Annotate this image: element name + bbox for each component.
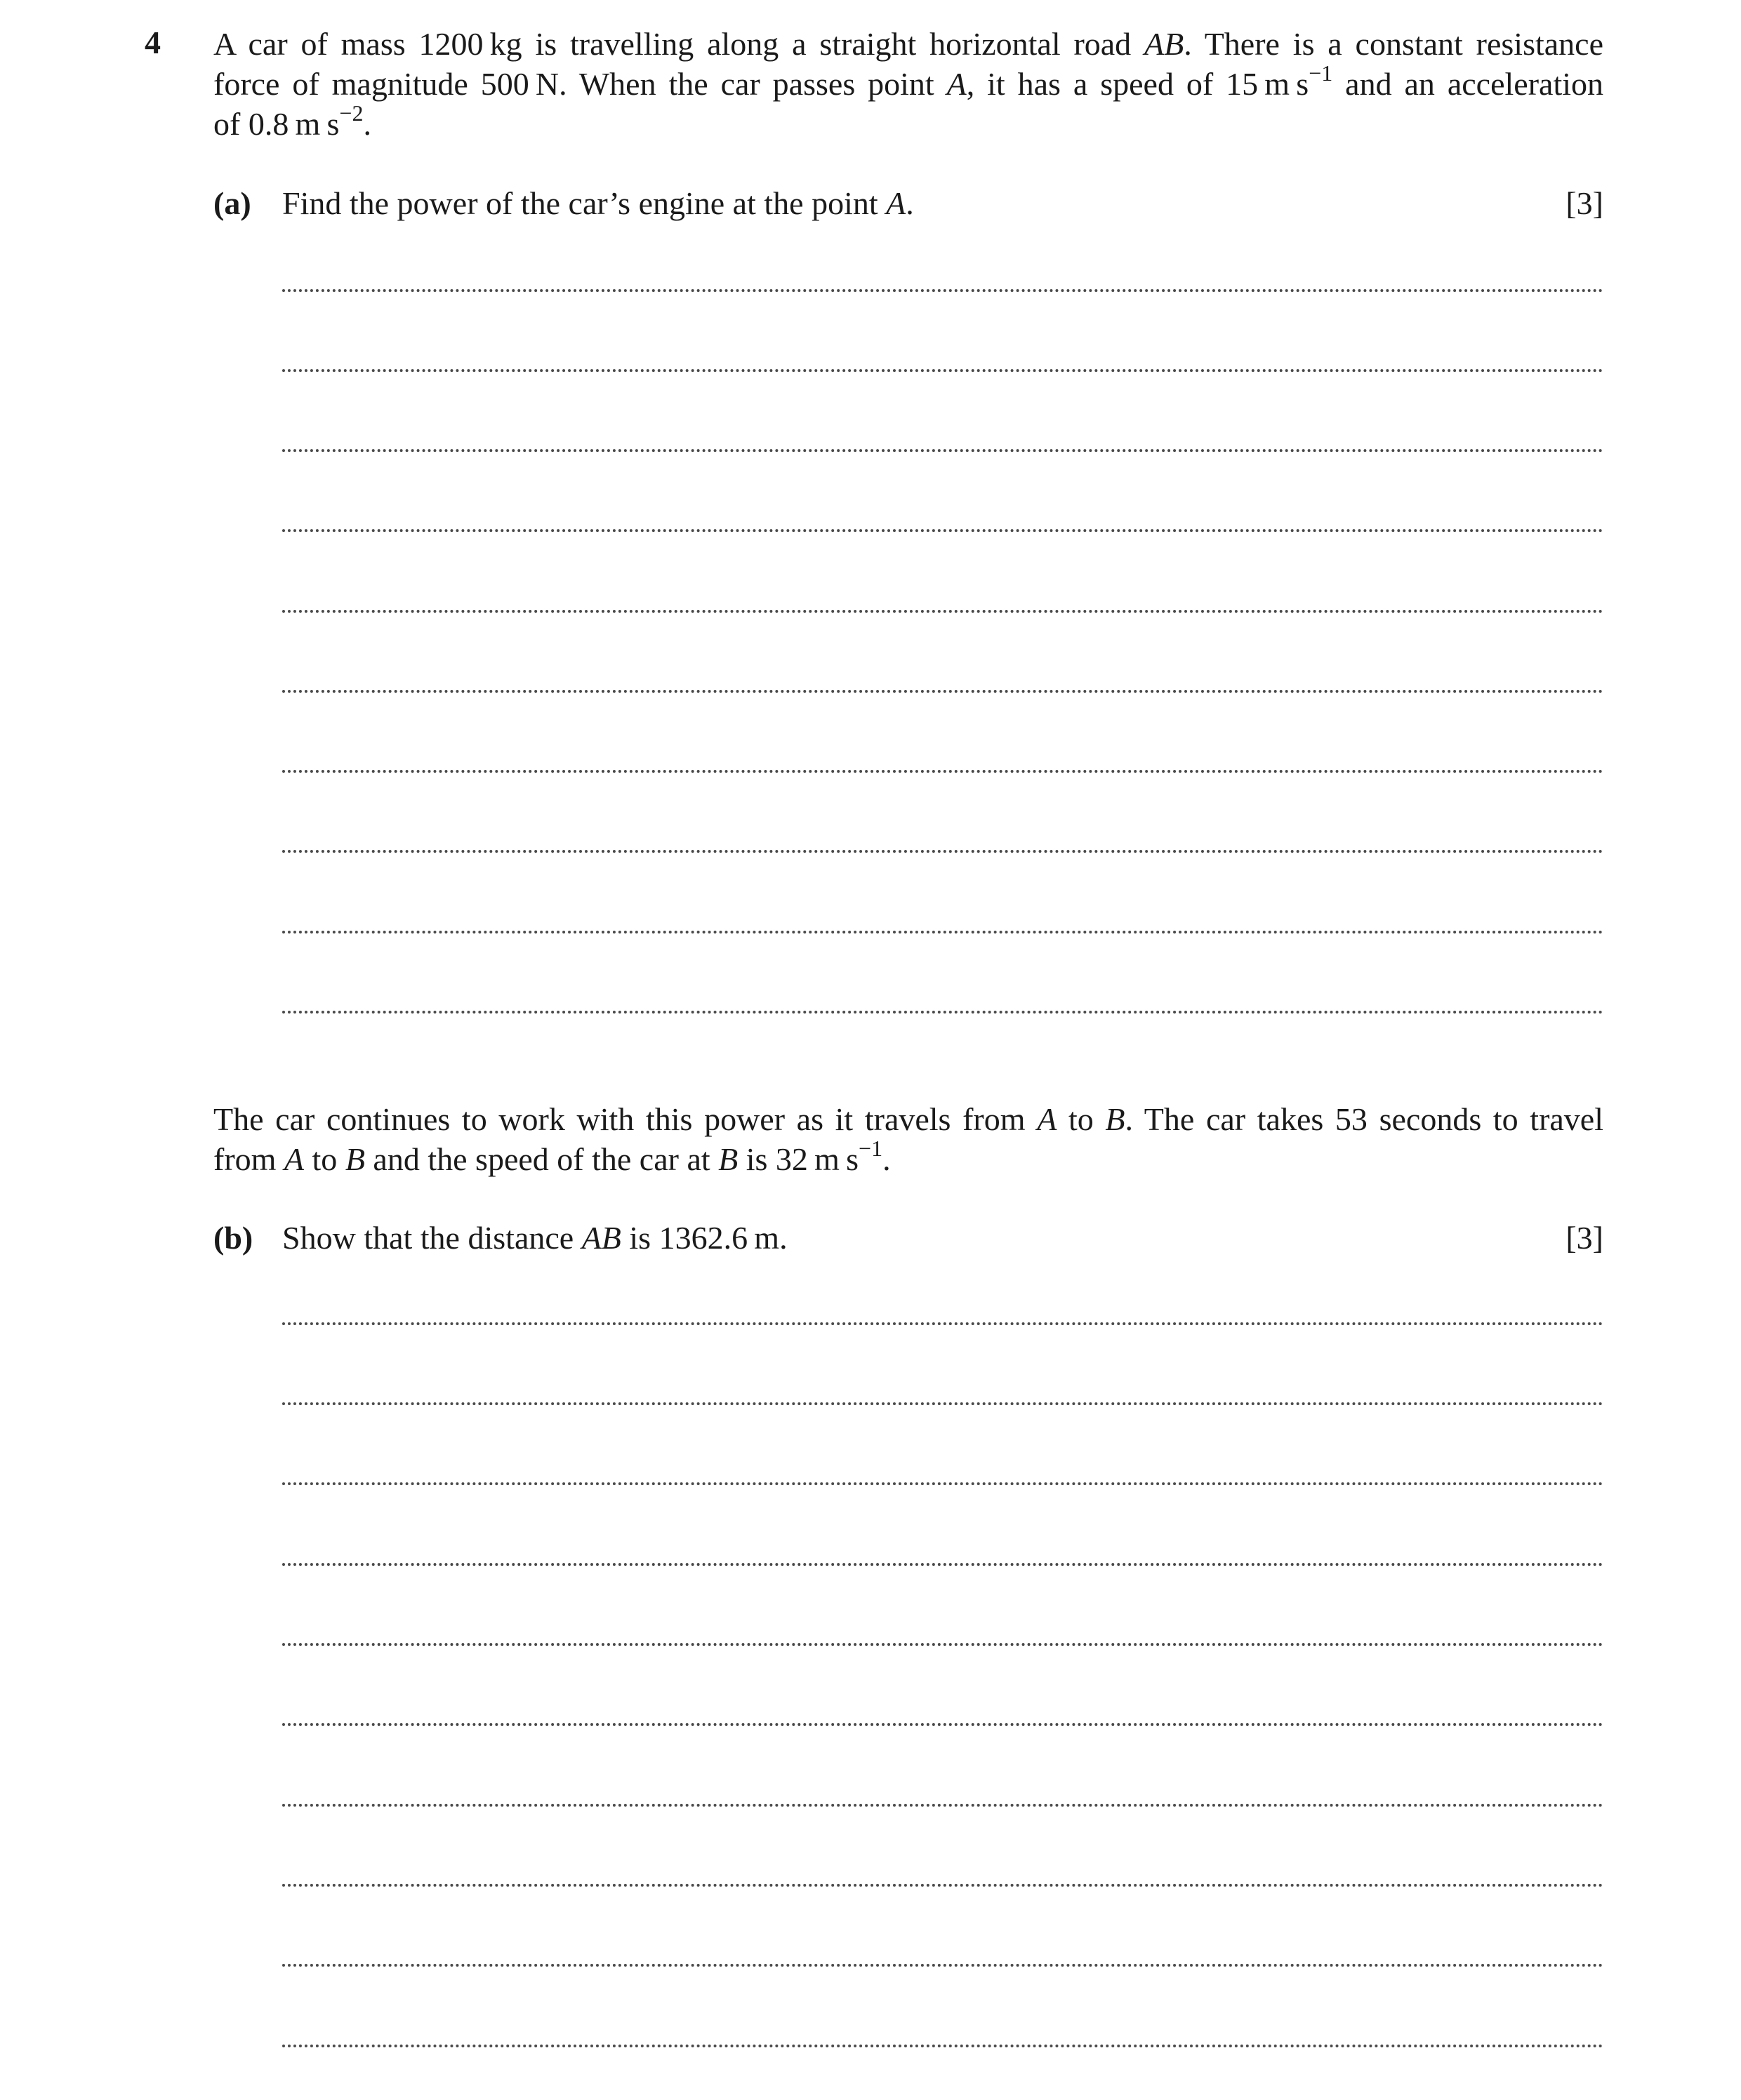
- part-a-text: Find the power of the car’s engine at the point A.: [282, 185, 914, 221]
- answer-line[interactable]: [282, 690, 1603, 693]
- answer-line[interactable]: [282, 449, 1603, 452]
- answer-line[interactable]: [282, 289, 1603, 292]
- answer-line[interactable]: [282, 931, 1603, 933]
- continuation-line-2: from A to B and the speed of the car at B is 32 m $s^{-1}$.: [213, 1136, 891, 1177]
- part-b-label: (b): [213, 1220, 253, 1256]
- question-intro: [213, 24, 1603, 144]
- answer-line[interactable]: [282, 369, 1603, 372]
- answer-line[interactable]: [282, 1482, 1603, 1485]
- question-continuation: [213, 1099, 1603, 1179]
- answer-line[interactable]: [282, 770, 1603, 773]
- part-b-text: Show that the distance AB is 1362.6 m.: [282, 1220, 788, 1256]
- answer-line[interactable]: [282, 1964, 1603, 1967]
- answer-line[interactable]: [282, 1643, 1603, 1646]
- answer-line[interactable]: [282, 610, 1603, 613]
- answer-line[interactable]: [282, 1011, 1603, 1014]
- answer-line[interactable]: [282, 529, 1603, 532]
- part-a-marks: [3]: [1565, 185, 1603, 221]
- part-a-label: (a): [213, 185, 251, 221]
- answer-line[interactable]: [282, 1723, 1603, 1726]
- continuation-line-1: The car continues to work with this power as it travels from A to B. The car takes 53 seconds to travel: [213, 1101, 1604, 1137]
- answer-line[interactable]: [282, 2045, 1603, 2047]
- answer-line[interactable]: [282, 850, 1603, 853]
- answer-line[interactable]: [282, 1402, 1603, 1405]
- answer-line[interactable]: [282, 1322, 1603, 1325]
- answer-line[interactable]: [282, 1563, 1603, 1566]
- intro-line-2: force of magnitude 500 N. When the car passes point A, it has a speed of 15 m $s^{-1}$ and an acceleration: [213, 60, 1604, 102]
- answer-line[interactable]: [282, 1884, 1603, 1887]
- part-b-marks: [3]: [1565, 1220, 1603, 1256]
- question-number: 4: [145, 25, 161, 60]
- answer-line[interactable]: [282, 1804, 1603, 1807]
- intro-line-3: of 0.8 m $s^{-2}$.: [213, 100, 371, 142]
- intro-line-1: A car of mass 1200 kg is travelling along a straight horizontal road AB. There is a constant resistance: [213, 26, 1603, 62]
